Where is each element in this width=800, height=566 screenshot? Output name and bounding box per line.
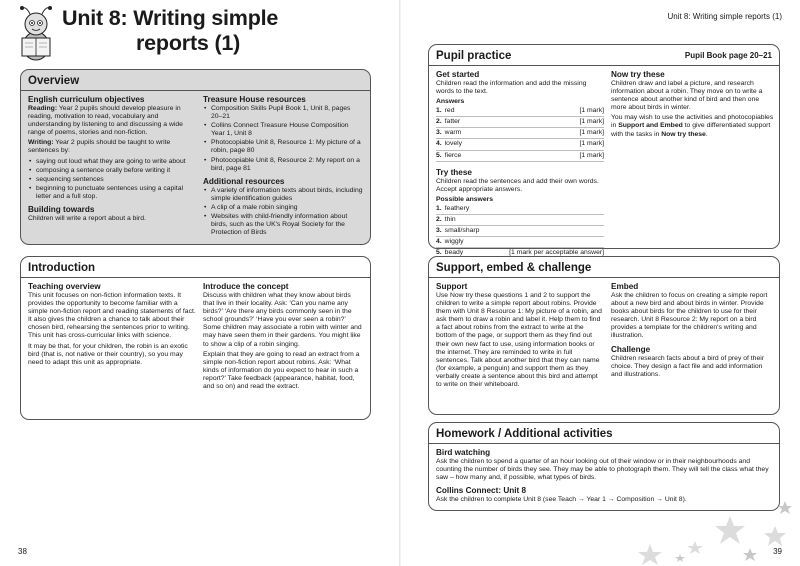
answer-number: 2. <box>436 118 442 126</box>
answer-text: wiggly <box>444 238 464 246</box>
try-these-heading: Try these <box>436 167 472 177</box>
reading-bug-mascot-icon <box>14 4 58 64</box>
table-row <box>436 151 604 162</box>
table-row <box>436 128 604 139</box>
overview-box <box>20 69 371 245</box>
answer-number: 1. <box>436 107 442 115</box>
now-try-p1: Children draw and label a picture, and research information about a robin. They move on to write a sentence about another kind of bird and then one more about birds in winter. <box>611 80 763 112</box>
list-item: • A clip of a male robin singing <box>203 204 363 212</box>
answer-mark: [1 mark] <box>579 118 604 126</box>
support-right-column <box>611 282 774 381</box>
reading-label: Reading: <box>28 105 58 112</box>
introduction-left-column <box>28 282 198 369</box>
list-item: • Websites with child-friendly information about birds, such as the UK's Royal Society for the Protection of Birds <box>203 213 363 237</box>
challenge-heading: Challenge <box>611 344 651 354</box>
answer-text: small/sharp <box>444 227 480 235</box>
collins-text: Ask the children to complete Unit 8 (see Teach → Year 1 → Composition → Unit 8). <box>436 496 687 504</box>
additional-heading: Additional resources <box>203 176 285 186</box>
table-row <box>436 139 604 150</box>
concept-heading: Introduce the concept <box>203 282 289 291</box>
embed-heading: Embed <box>611 282 639 291</box>
list-item: • Photocopiable Unit 8, Resource 2: My report on a bird, page 81 <box>203 157 363 173</box>
list-item: • Collins Connect Treasure House Composition Year 1, Unit 8 <box>203 122 363 138</box>
table-row <box>436 215 604 226</box>
overview-right-column <box>203 95 363 239</box>
answers-label: Answers <box>436 98 465 106</box>
stars-decoration-icon <box>610 496 800 566</box>
answer-text: fatter <box>444 118 461 126</box>
get-started-heading: Get started <box>436 70 480 79</box>
answer-mark: [1 mark] <box>579 140 604 148</box>
introduction-box <box>20 256 371 420</box>
answer-number: 4. <box>436 140 442 148</box>
answer-text: feathery <box>444 204 470 212</box>
unit-title-line1: Unit 8: Writing simple <box>62 6 279 30</box>
support-subheading: Support <box>436 282 468 291</box>
now-try-p2-text: to give differentiated support with the tasks in <box>611 122 771 138</box>
building-heading: Building towards <box>28 205 95 215</box>
list-item: • composing a sentence orally before writing it <box>28 167 198 175</box>
embed-text: Ask the children to focus on creating a simple report about a new bird and about birds in winter. Provide books about birds for the children to use for their research. Unit 8 Resource 2: My report on a bird provides a template for the children's writing and illustration. <box>611 292 768 340</box>
teaching-heading: Teaching overview <box>28 282 101 291</box>
page-number-right: 39 <box>773 547 782 556</box>
answer-mark: [1 mark] <box>579 107 604 115</box>
additional-list <box>203 187 363 238</box>
reading-objective <box>28 105 198 137</box>
running-head: Unit 8: Writing simple reports (1) <box>667 12 782 21</box>
objectives-heading: English curriculum objectives <box>28 95 145 104</box>
possible-answers-label: Possible answers <box>436 195 494 203</box>
concept-p1: Discuss with children what they know about birds that live in their locality. Ask: ‘Can you name any birds?’ ‘Are there any birds commonly seen in the school grounds?’ ‘Have you ever seen a robin?’ Some children may associate a robin with winter and may have seen them in their gardens. You might like to show a clip of a robin singing. <box>203 292 362 348</box>
now-try-p2-bold: Now try these <box>661 130 706 138</box>
collins-heading: Collins Connect: Unit 8 <box>436 486 527 496</box>
introduction-right-column <box>203 282 363 393</box>
resources-heading: Treasure House resources <box>203 95 306 104</box>
answer-mark: [1 mark per acceptable answer] <box>509 249 604 257</box>
building-text: Children will write a report about a bird. <box>28 215 146 223</box>
table-row <box>436 106 604 117</box>
right-page <box>400 0 800 566</box>
answer-mark: [1 mark] <box>579 151 604 159</box>
writing-label: Writing: <box>28 139 54 147</box>
unit-title <box>62 6 278 56</box>
try-these-text: Children read the sentences and add their own words. Accept appropriate answers. <box>436 177 599 193</box>
now-try-heading: Now try these <box>611 70 665 79</box>
table-row <box>436 226 604 237</box>
challenge-text: Children research facts about a bird of prey of their choice. They design a fact file and add information and illustrations. <box>611 354 765 378</box>
introduction-heading: Introduction <box>21 257 370 278</box>
reading-text: Year 2 pupils should develop pleasure in reading, motivation to read, vocabulary and understanding by listening to and discussing a wide range of poems, stories and non-fiction. <box>28 105 183 137</box>
pupil-practice-heading: Pupil practice <box>429 45 779 66</box>
answer-number: 4. <box>436 238 442 246</box>
writing-objective <box>28 139 198 155</box>
answer-number: 5. <box>436 151 442 159</box>
answer-text: red <box>444 107 455 115</box>
teaching-p1: This unit focuses on non-fiction information texts. It provides the opportunity to become familiar with a simple non-fiction report and reading statements of fact. It also gives the children a chance to talk about their chosen bird, rehearsing the sentences prior to writing. This unit has cross-curricular links with science. <box>28 292 196 340</box>
list-item: • saying out loud what they are going to write about <box>28 158 198 166</box>
answer-text: thin <box>444 215 456 223</box>
list-item: • Composition Skills Pupil Book 1, Unit 8, pages 20–21 <box>203 105 363 121</box>
resources-list <box>203 105 363 173</box>
list-item: • sequencing sentences <box>28 176 198 184</box>
table-row <box>436 204 604 215</box>
answer-number: 3. <box>436 129 442 137</box>
table-row <box>436 237 604 248</box>
support-heading: Support, embed & challenge <box>429 257 779 278</box>
answer-mark: [1 mark] <box>579 129 604 137</box>
pupil-practice-box <box>428 44 780 257</box>
support-text: Use Now try these questions 1 and 2 to support the children to write a simple report about robins. Provide them with Unit 8 Resource 1: My picture of a robin, and ask them to draw a robin and label it. Help them to find a fact about robins from the extract to write at the bottom of the page, or support them as they find out their own new fact to use, using information books or the internet. They are reminded to write in full sentences. Talk about another bird that they can name (for example, a penguin) and support them as they verbally create a sentence about this bird and attempt to write on their whiteboard. <box>436 292 602 389</box>
homework-heading: Homework / Additional activities <box>429 423 779 444</box>
list-item: • beginning to punctuate sentences using a capital letter and a full stop. <box>28 185 198 201</box>
writing-bullets <box>28 158 198 201</box>
get-started-text: Children read the information and add the missing words to the text. <box>436 80 587 96</box>
support-box <box>428 256 780 415</box>
list-item: • A variety of information texts about birds, including simple identification guides <box>203 187 363 203</box>
bird-watching-text: Ask the children to spend a quarter of an hour looking out of their window or in their neighbourhoods and counting the number of birds they see. They may be able to photograph them. They will tell the class what they saw – how many and, if possible, what types of birds. <box>436 458 769 482</box>
answer-text: warm <box>444 129 462 137</box>
unit-title-line2: reports (1) <box>136 31 241 55</box>
now-try-p2 <box>611 114 774 138</box>
concept-p2: Explain that they are going to read an extract from a simple non-fiction report about robins. Ask: ‘What kinds of information do you expect to hear in such a report?’ Take feedback (appearance, habitat, food, and so on) and read the extract. <box>203 350 360 391</box>
answer-number: 2. <box>436 215 442 223</box>
page-number-left: 38 <box>18 547 27 556</box>
writing-text: Year 2 pupils should be taught to write sentences by: <box>28 139 171 155</box>
list-item: • Photocopiable Unit 8, Resource 1: My picture of a robin, page 80 <box>203 139 363 155</box>
answer-number: 3. <box>436 227 442 235</box>
pupil-book-reference: Pupil Book page 20–21 <box>684 51 772 60</box>
support-left-column <box>436 282 604 391</box>
answer-text: lovely <box>444 140 463 148</box>
pupil-practice-left-column <box>436 70 604 259</box>
pupil-practice-right-column <box>611 70 774 141</box>
overview-left-column <box>28 95 198 225</box>
table-row <box>436 117 604 128</box>
now-try-p2-text: . <box>705 130 708 138</box>
answer-text: beady <box>444 249 464 257</box>
answer-number: 5. <box>436 249 442 257</box>
teaching-p2: It may be that, for your children, the robin is an exotic bird (that is, not native or their country), so you may need to adapt this unit as appropriate. <box>28 342 188 366</box>
answer-text: fierce <box>444 151 462 159</box>
answer-number: 1. <box>436 204 442 212</box>
overview-heading: Overview <box>21 70 370 91</box>
now-try-p2-text: You may wish to use the activities and photocopiables in <box>611 114 774 130</box>
bird-watching-heading: Bird watching <box>436 448 491 457</box>
now-try-p2-bold: Support and Embed <box>618 122 683 130</box>
